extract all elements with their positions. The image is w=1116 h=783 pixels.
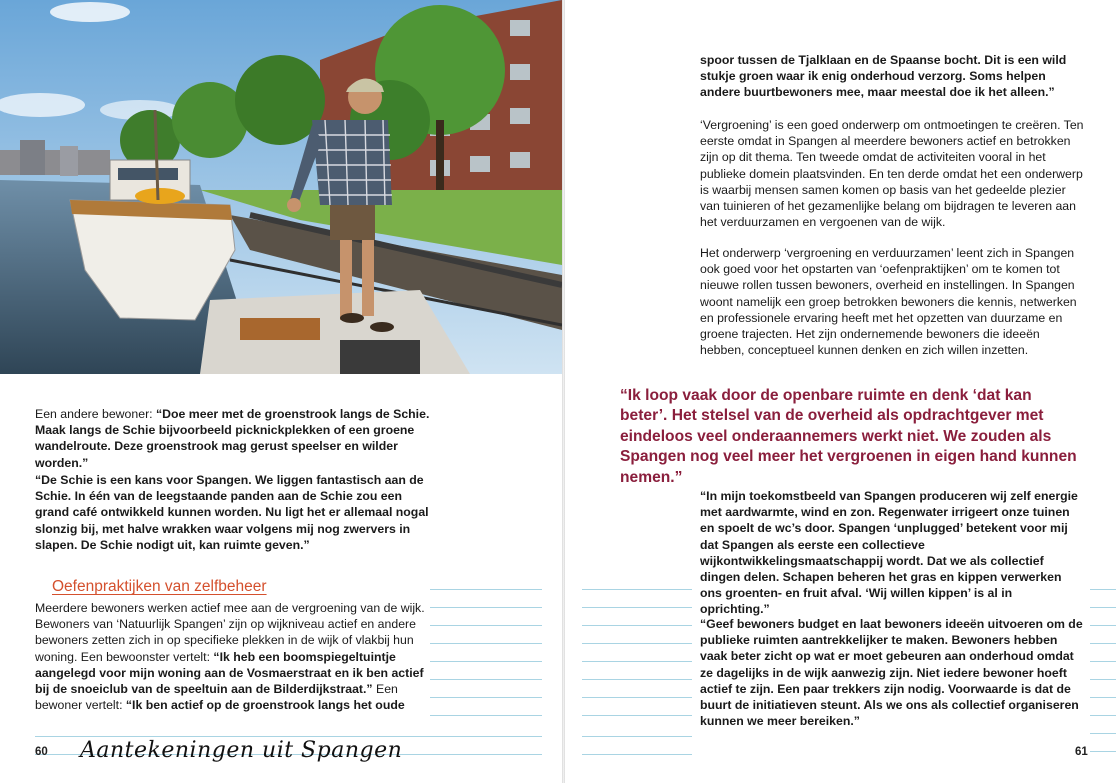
resident-quote-2: “Ik ben actief op de groenstrook langs het oude [125,698,405,713]
paragraph-text: Meerdere bewoners werken actief mee aan de vergroening van de wijk. Bewoners van ‘Natuurlijk Spangen’ zijn op wijkniveau actief en andere bewoners zetten zich in op specifieke plekken in de wijk of vlakbij hun woning. Een bewoonster vertelt: [35,601,425,664]
continued-quote: spoor tussen de Tjalklaan en de Spaanse bocht. Dit is een wild stukje groen waar ik enig onderhoud verzorg. Soms helpen andere buurtbewoners mee, maar meestal doe ik het alleen.” [700,53,1067,100]
future-quote: “In mijn toekomstbeeld van Spangen produceren wij zelf energie met aardwarmte, wind en zon. Regenwater irrigeert onze tuinen en spoelt de wc’s door. Spangen ‘unplugged’ betekent voor mij dat Spangen als eerste een collectieve wijkontwikkelingsmaatschappij wordt. Dat we als collectief dingen delen. Schapen beheren het gras en kippen verwerken ons groenten- en fruit afval. ‘Wij willen kippen’ is al in oprichting.” [700,489,1078,617]
budget-quote: “Geef bewoners budget en laat bewoners ideeën uitvoeren om de publieke ruimten aantrekkelijker te maken. Bewoners hebben vaak beter zicht op wat er moet gebeuren aan onderhoud omdat ze dagelijks in de wijk aanwezig zijn. Niet iedere bewoner hoeft actief te zijn. Een paar trekkers zijn nodig. Voorwaarde is dat de buurt de initiatieven steunt. Als we ons als collectief organiseren kunnen we meer bereiken.” [700,617,1083,729]
resident-quote: “Doe meer met de groenstrook langs de Schie. Maak langs de Schie bijvoorbeeld picknickplekken of een groene wandelroute. Deze groenstrook mag gerust speelser en wilder worden.” [35,407,430,470]
note-lines-right-page-bottom-left [582,736,692,772]
practices-text: Het onderwerp ‘vergroening en verduurzamen’ leent zich in Spangen ook goed voor het opstarten van ‘oefenpraktijken’ om te komen tot nieuwe rollen tussen bewoners, overheid en instellingen. In Spangen woont namelijk een groep betrokken bewoners die kennis, netwerken en professionele ervaring heeft met het opzetten van duurzame en groene trajecten. Het zijn ondernemende bewoners die ideeën hebben, conceptueel kunnen denken en zich willen inzetten. [700,246,1077,358]
page-number-right: 61 [1075,746,1088,758]
paragraph-other-resident [35,406,435,471]
photo [0,0,562,374]
footer-title: Aantekeningen uit Spangen [80,738,403,763]
greening-text: ‘Vergroening’ is een goed onderwerp om ontmoetingen te creëren. Ten eerste omdat in Spangen al meerdere bewoners actief en betrokken zijn op dit thema. Ten tweede omdat de activiteiten vooral in het publieke domein plaatsvinden. En ten derde omdat het een onderwerp is waarbij mensen samen komen op basis van het gedeelde plezier van tuinieren of het gezamenlijke belang om bijdragen te leveren aan het verduurzamen en vergoenen van de wijk. [700,118,1084,230]
paragraph-self-management [35,600,427,713]
note-lines-right-page-left [582,589,692,733]
pull-quote: “Ik loop vaak door de openbare ruimte en denk ‘dat kan beter’. Het stelsel van de overheid als opdrachtgever met eindeloos veel onderaannemers werkt niet. We zouden als Spangen nog veel meer het vergroenen in eigen hand kunnen nemen.” [620,387,1077,486]
paragraph-budget [700,616,1085,729]
photo-man-on-boat-icon [0,0,562,374]
paragraph-text-2: Een bewoner vertelt: [35,682,398,713]
paragraph-greening [700,117,1086,230]
note-lines-right-page-margin [1090,589,1116,769]
page-number: 60 [35,746,48,758]
resident-quote-1: “Ik heb een boomspiegeltuintje aangelegd voor mijn woning aan de Vosmaerstraat en ik ben actief bij de snoeiclub van de speeltuin aan de Bilderdijkstraat.” [35,649,424,697]
paragraph-schie [35,472,435,553]
paragraph-future [700,488,1085,618]
paragraph-intro: Een andere bewoner: [35,407,157,421]
section-heading: Oefenpraktijken van zelfbeheer [52,578,267,595]
paragraph-practices [700,245,1086,358]
note-lines-right [430,589,542,733]
schie-quote: “De Schie is een kans voor Spangen. We liggen fantastisch aan de Schie. In één van de leegstaande panden aan de Schie zou een grand café ontwikkeld kunnen worden. Nu ligt het er allemaal nogal slonzig bij, met halve wrakken waar volgens mij nog zwervers in slapen. De Schie nodigt uit, kan ruimte geven.” [35,473,429,552]
paragraph-continued-quote [700,52,1086,101]
